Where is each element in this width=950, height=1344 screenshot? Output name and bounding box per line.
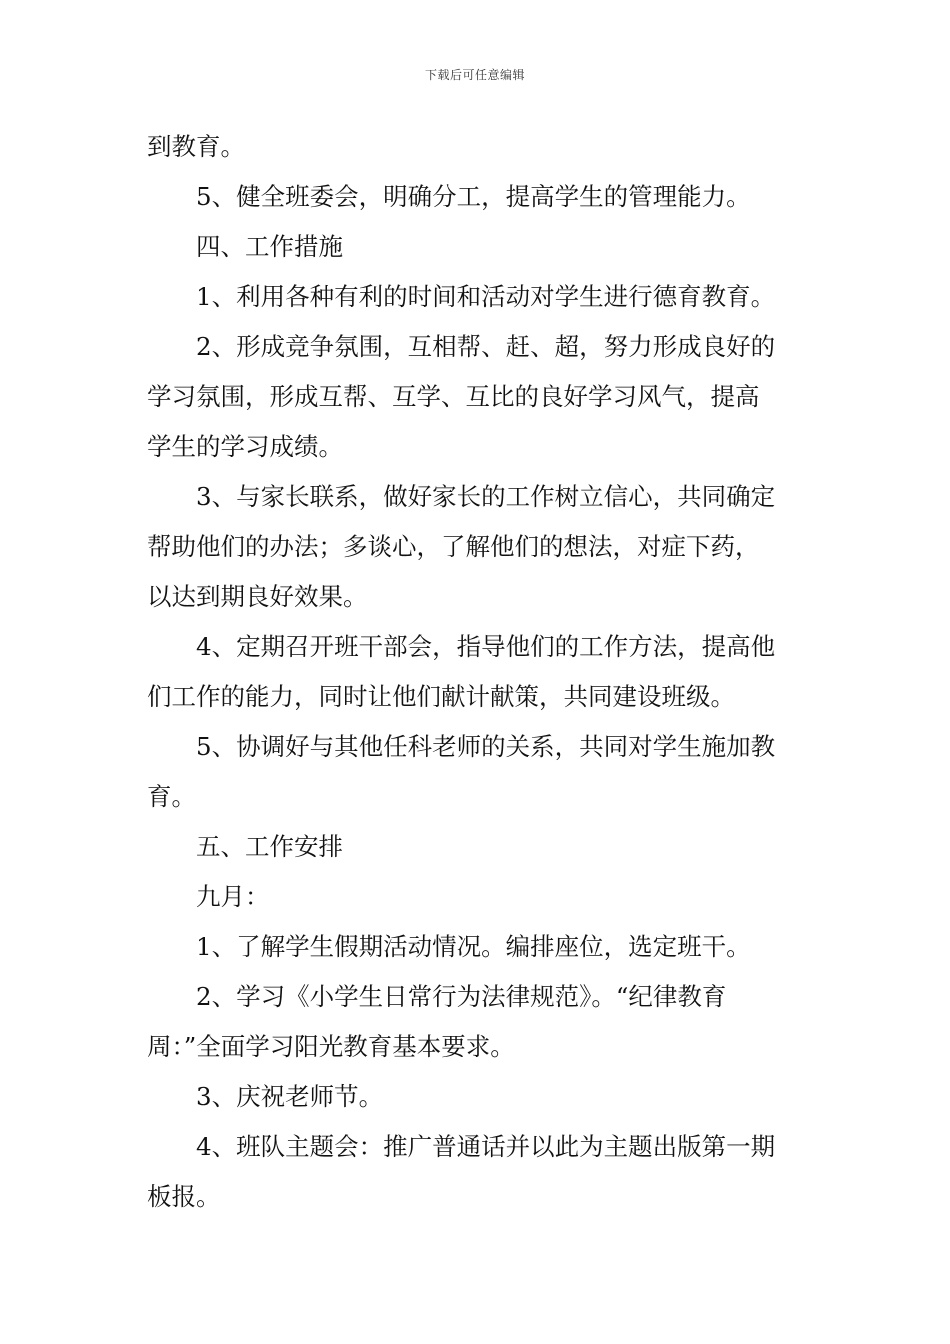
text-line: 板报。 (147, 1182, 221, 1211)
paragraph-6 (147, 472, 807, 622)
paragraph-2 (147, 172, 807, 222)
section-heading-measures (147, 222, 807, 272)
text-line: 3、庆祝老师节。 (196, 1082, 384, 1111)
text-line: 九月： (196, 882, 270, 911)
paragraph-11 (147, 922, 807, 972)
text-line: 4、班队主题会：推广普通话并以此为主题出版第一期 (196, 1132, 776, 1161)
text-line: 五、工作安排 (196, 832, 343, 861)
paragraph-8 (147, 722, 807, 822)
text-line: 学生的学习成绩。 (147, 432, 343, 461)
paragraph-4 (147, 272, 807, 322)
text-line: 2、形成竞争氛围，互相帮、赶、超，努力形成良好的 (196, 332, 776, 361)
text-line: 四、工作措施 (196, 232, 343, 261)
text-line: 们工作的能力，同时让他们献计献策，共同建设班级。 (147, 682, 735, 711)
text-line: 到教育。 (147, 132, 245, 161)
month-heading-september (147, 872, 807, 922)
paragraph-5 (147, 322, 807, 472)
text-line: 学习氛围，形成互帮、互学、互比的良好学习风气，提高 (147, 382, 760, 411)
paragraph-1 (147, 122, 807, 172)
text-line: 5、健全班委会，明确分工，提高学生的管理能力。 (196, 182, 751, 211)
section-heading-schedule (147, 822, 807, 872)
text-line: 1、了解学生假期活动情况。编排座位，选定班干。 (196, 932, 751, 961)
text-line: 4、定期召开班干部会，指导他们的工作方法，提高他 (196, 632, 776, 661)
text-line: 帮助他们的办法；多谈心，了解他们的想法，对症下药， (147, 532, 760, 561)
text-line: 1、利用各种有利的时间和活动对学生进行德育教育。 (196, 282, 776, 311)
paragraph-13 (147, 1072, 807, 1122)
text-line: 育。 (147, 782, 196, 811)
text-line: 周：”全面学习阳光教育基本要求。 (147, 1032, 515, 1061)
paragraph-14 (147, 1122, 807, 1222)
text-line: 5、协调好与其他任科老师的关系，共同对学生施加教 (196, 732, 776, 761)
text-line: 以达到期良好效果。 (147, 582, 368, 611)
text-line: 2、学习《小学生日常行为法律规范》。“纪律教育 (196, 982, 727, 1011)
document-body (147, 122, 807, 1222)
page-header: 下载后可任意编辑 (424, 68, 525, 82)
paragraph-7 (147, 622, 807, 722)
paragraph-12 (147, 972, 807, 1072)
text-line: 3、与家长联系，做好家长的工作树立信心，共同确定 (196, 482, 776, 511)
